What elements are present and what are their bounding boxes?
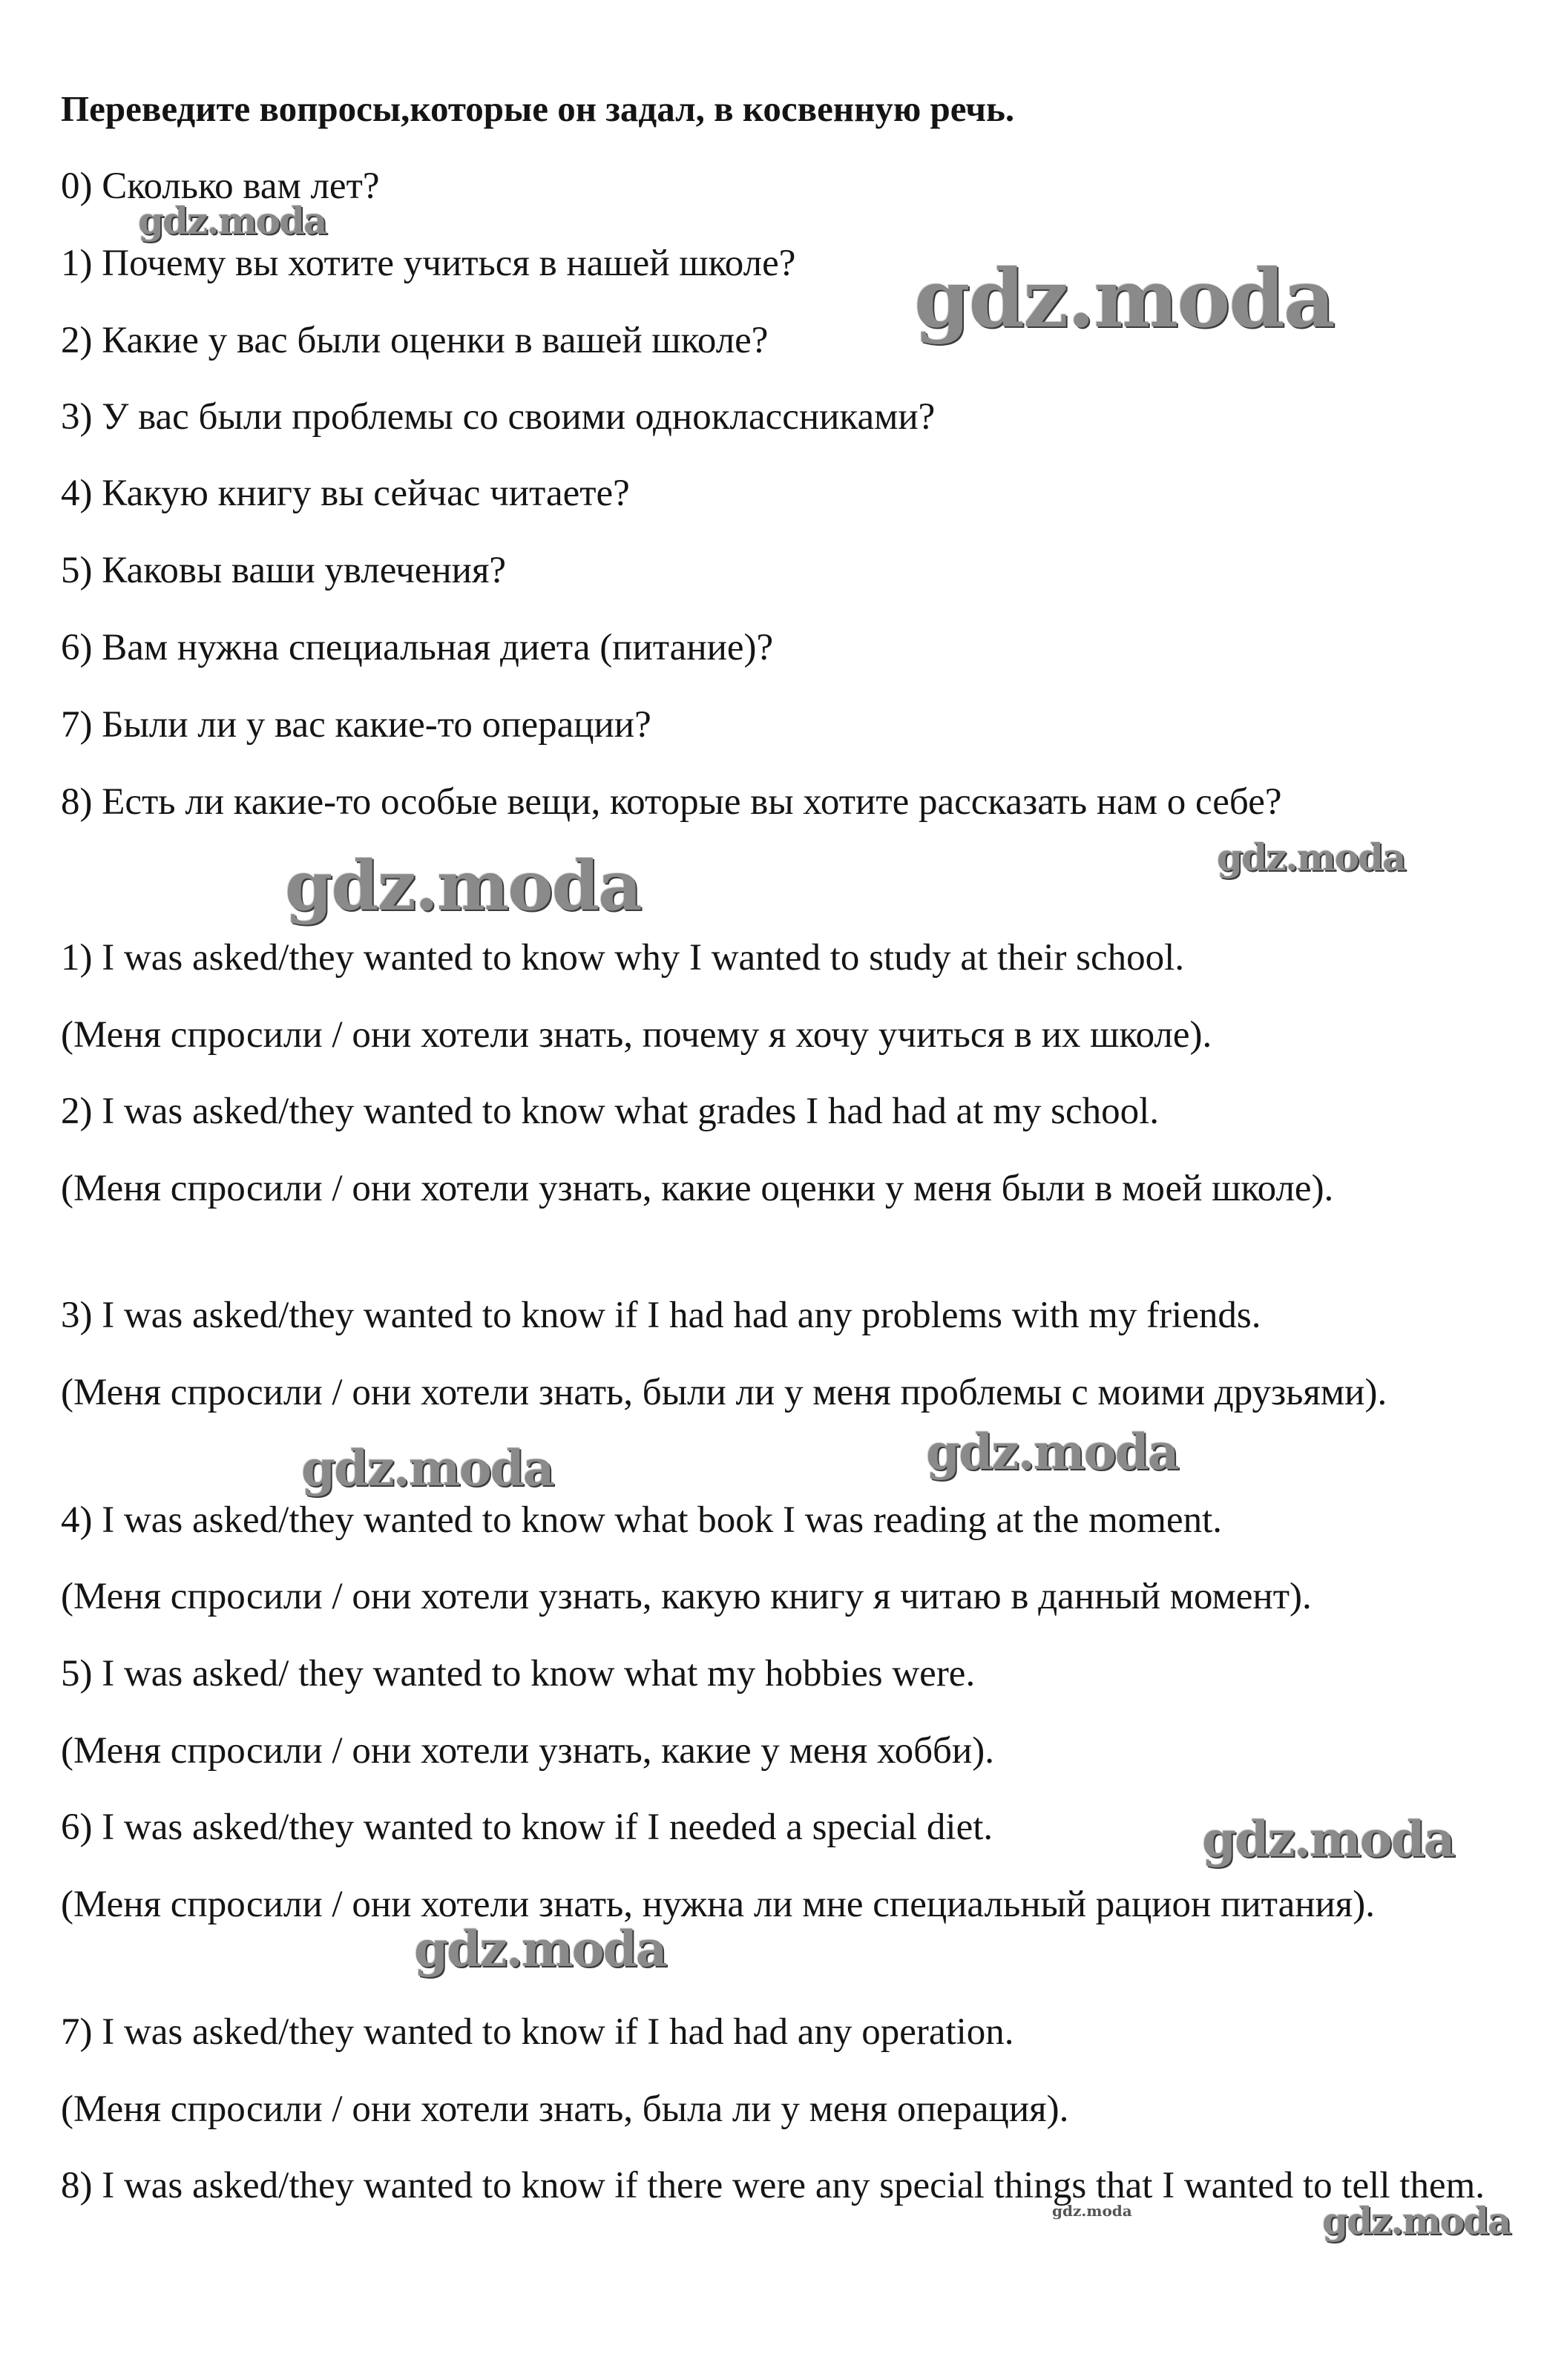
answer-6-english: 6) I was asked/they wanted to know if I needed a special diet. (61, 1807, 993, 1848)
watermark-8: gdz.moda (414, 1920, 666, 1978)
page-title: Переведите вопросы,которые он задал, в косвенную речь. (61, 88, 1015, 129)
answer-5-english: 5) I was asked/ they wanted to know what my hobbies were. (61, 1653, 976, 1694)
watermark-5: gdz.moda (301, 1439, 553, 1497)
answer-3-english: 3) I was asked/they wanted to know if I had had any problems with my friends. (61, 1295, 1261, 1336)
watermark-1: gdz.moda (138, 199, 326, 243)
answer-4-russian: (Меня спросили / они хотели узнать, какую книгу я читаю в данный момент). (61, 1576, 1312, 1617)
watermark-9: gdz.moda (1052, 2202, 1132, 2220)
question-5: 5) Каковы ваши увлечения? (61, 550, 507, 591)
answer-2-english: 2) I was asked/they wanted to know what grades I had had at my school. (61, 1091, 1160, 1132)
question-4: 4) Какую книгу вы сейчас читаете? (61, 473, 630, 514)
watermark-10: gdz.moda (1322, 2199, 1511, 2243)
watermark-2: gdz.moda (914, 252, 1334, 346)
answer-8-english: 8) I was asked/they wanted to know if there were any special things that I wanted to tell them. (61, 2165, 1485, 2206)
watermark-3: gdz.moda (285, 846, 641, 926)
watermark-4: gdz.moda (1217, 835, 1405, 879)
answer-3-russian: (Меня спросили / они хотели знать, были ли у меня проблемы с моими друзьями). (61, 1372, 1387, 1413)
answer-7-russian: (Меня спросили / они хотели знать, была ли у меня операция). (61, 2088, 1069, 2130)
question-1: 1) Почему вы хотите учиться в нашей школе? (61, 243, 796, 284)
answer-7-english: 7) I was asked/they wanted to know if I had had any operation. (61, 2011, 1014, 2053)
watermark-7: gdz.moda (1202, 1810, 1454, 1868)
question-3: 3) У вас были проблемы со своими одноклассниками? (61, 396, 936, 438)
answer-1-russian: (Меня спросили / они хотели знать, почему я хочу учиться в их школе). (61, 1014, 1212, 1056)
question-2: 2) Какие у вас были оценки в вашей школе? (61, 320, 769, 361)
answer-2-russian: (Меня спросили / они хотели узнать, какие оценки у меня были в моей школе). (61, 1168, 1334, 1209)
question-8: 8) Есть ли какие-то особые вещи, которые вы хотите рассказать нам о себе? (61, 781, 1282, 823)
answer-6-russian: (Меня спросили / они хотели знать, нужна ли мне специальный рацион питания). (61, 1884, 1375, 1925)
question-7: 7) Были ли у вас какие-то операции? (61, 704, 651, 746)
answer-5-russian: (Меня спросили / они хотели узнать, какие у меня хобби). (61, 1730, 995, 1772)
answer-4-english: 4) I was asked/they wanted to know what book I was reading at the moment. (61, 1499, 1223, 1541)
question-0: 0) Сколько вам лет? (61, 165, 380, 207)
question-6: 6) Вам нужна специальная диета (питание)? (61, 627, 774, 668)
answer-1-english: 1) I was asked/they wanted to know why I wanted to study at their school. (61, 937, 1185, 979)
watermark-6: gdz.moda (926, 1423, 1178, 1481)
